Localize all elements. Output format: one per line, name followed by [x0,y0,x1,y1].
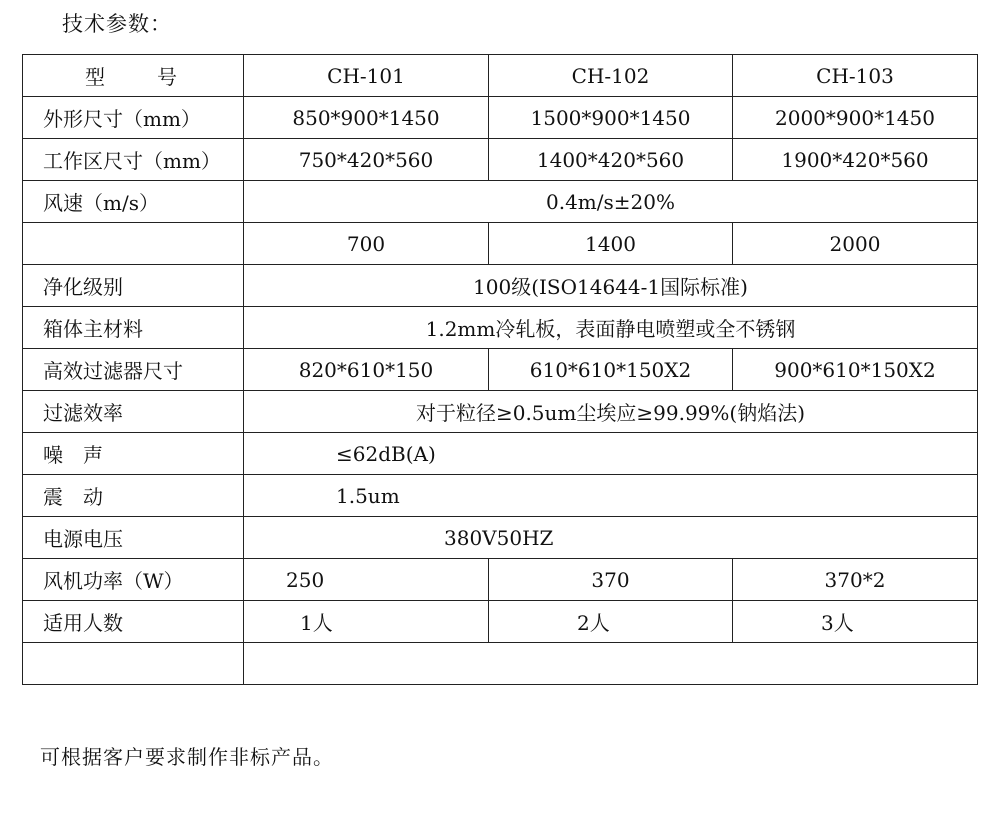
cell-value: 1人 [244,601,489,643]
cell-value: 1.2mm冷轧板，表面静电喷塑或全不锈钢 [244,307,978,349]
cell-value: ≤62dB(A) [244,433,978,475]
table-row [23,139,978,181]
cell-value: 1500*900*1450 [489,97,733,139]
empty-cell [244,643,978,685]
row-label: 工作区尺寸（mm） [23,139,244,181]
table-header-row [23,55,978,97]
cell-value: 1400 [489,223,733,265]
row-label: 外形尺寸（mm） [23,97,244,139]
row-label: 高效过滤器尺寸 [23,349,244,391]
cell-value: 380V50HZ [244,517,978,559]
row-label: 适用人数 [23,601,244,643]
cell-value: 370*2 [733,559,978,601]
cell-value: 370 [489,559,733,601]
cell-value: 1.5um [244,475,978,517]
table-row [23,391,978,433]
cell-value: 0.4m/s±20% [244,181,978,223]
table-row [23,349,978,391]
table-row [23,181,978,223]
row-label: 风机功率（W） [23,559,244,601]
cell-value: 700 [244,223,489,265]
cell-value: 100级(ISO14644-1国际标准) [244,265,978,307]
table-row [23,475,978,517]
empty-row [23,643,978,685]
table-row [23,265,978,307]
cell-value: 2000 [733,223,978,265]
table-row [23,433,978,475]
row-label: 噪 声 [23,433,244,475]
table-row [23,307,978,349]
empty-cell [23,643,244,685]
table-row [23,223,978,265]
row-label: 震 动 [23,475,244,517]
model-name: CH-101 [244,55,489,97]
section-heading: 技术参数： [62,12,172,36]
table-row [23,559,978,601]
footer-note: 可根据客户要求制作非标产品。 [40,745,334,769]
row-label: 过滤效率 [23,391,244,433]
cell-value: 对于粒径≥0.5um尘埃应≥99.99%(钠焰法) [244,391,978,433]
cell-value: 1900*420*560 [733,139,978,181]
cell-value: 2000*900*1450 [733,97,978,139]
cell-value: 750*420*560 [244,139,489,181]
row-label: 净化级别 [23,265,244,307]
model-name: CH-102 [489,55,733,97]
row-label-empty [23,223,244,265]
row-label: 电源电压 [23,517,244,559]
cell-value: 820*610*150 [244,349,489,391]
model-header-label: 型 号 [23,55,244,97]
cell-value: 3人 [733,601,978,643]
cell-value: 2人 [489,601,733,643]
cell-value: 900*610*150X2 [733,349,978,391]
cell-value: 1400*420*560 [489,139,733,181]
cell-value: 250 [244,559,489,601]
row-label: 箱体主材料 [23,307,244,349]
model-name: CH-103 [733,55,978,97]
cell-value: 850*900*1450 [244,97,489,139]
row-label: 风速（m/s） [23,181,244,223]
spec-table [22,54,978,685]
table-row [23,517,978,559]
table-row [23,97,978,139]
cell-value: 610*610*150X2 [489,349,733,391]
table-row [23,601,978,643]
